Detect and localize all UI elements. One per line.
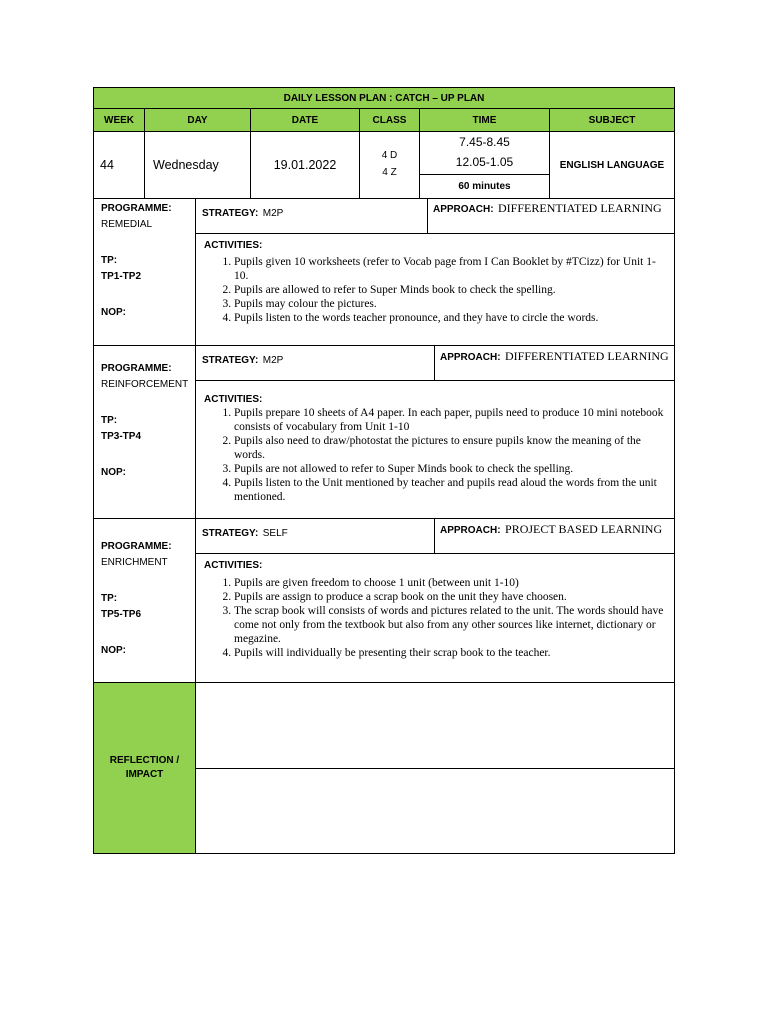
approach-value: DIFFERENTIATED LEARNING xyxy=(505,349,669,363)
strategy-value: M2P xyxy=(262,355,284,366)
list-item: 1. Pupils are given freedom to choose 1 unit (between unit 1-10) xyxy=(234,576,666,590)
col-day: DAY xyxy=(144,108,251,132)
approach-label: APPROACH: xyxy=(433,204,494,215)
tp-label: TP: xyxy=(101,593,118,604)
programme-name: ENRICHMENT xyxy=(101,557,168,568)
programme-cell-reinforcement xyxy=(93,345,196,519)
list-item: 3. Pupils may colour the pictures. xyxy=(234,297,666,311)
approach-label: APPROACH: xyxy=(440,525,501,536)
day-value: Wednesday xyxy=(144,131,251,199)
activities-label: ACTIVITIES: xyxy=(204,560,263,571)
list-item: 3. The scrap book will consists of words and pictures related to the unit. The words should have come not only from the textbook but also from any other sources like internet, dictionary or megazine. xyxy=(234,604,666,646)
class-value-1: 4 D xyxy=(381,150,398,161)
list-item: 3. Pupils are not allowed to refer to Super Minds book to check the spelling. xyxy=(234,462,666,476)
list-item: 2. Pupils also need to draw/photostat the pictures to ensure pupils know the meaning of the words. xyxy=(234,434,666,462)
reflection-box-2[interactable] xyxy=(195,768,675,854)
tp-value: TP3-TP4 xyxy=(101,431,142,442)
col-time: TIME xyxy=(419,108,550,132)
class-value-2: 4 Z xyxy=(382,167,397,178)
class-cell xyxy=(359,131,420,199)
tp-label: TP: xyxy=(101,255,118,266)
activities-cell-reinforcement xyxy=(195,380,675,519)
list-item: 4. Pupils will individually be presenting their scrap book to the teacher. xyxy=(234,646,666,660)
activities-cell-remedial xyxy=(195,233,675,346)
reflection-box-1[interactable] xyxy=(195,682,675,769)
strategy-cell-remedial xyxy=(195,198,428,234)
approach-value: PROJECT BASED LEARNING xyxy=(505,522,663,536)
duration-value: 60 minutes xyxy=(419,174,550,199)
programme-name: REINFORCEMENT xyxy=(101,379,189,390)
activities-list xyxy=(204,406,666,504)
col-date: DATE xyxy=(250,108,360,132)
date-value: 19.01.2022 xyxy=(250,131,360,199)
strategy-cell-reinforcement xyxy=(195,345,435,381)
activities-label: ACTIVITIES: xyxy=(204,394,263,405)
tp-value: TP1-TP2 xyxy=(101,271,142,282)
strategy-label: STRATEGY: xyxy=(202,208,259,219)
activities-list xyxy=(204,255,666,325)
approach-label: APPROACH: xyxy=(440,352,501,363)
list-item: 4. Pupils listen to the Unit mentioned by teacher and pupils read aloud the words from the unit mentioned. xyxy=(234,476,666,504)
subject-value: ENGLISH LANGUAGE xyxy=(549,131,675,199)
list-item: 2. Pupils are allowed to refer to Super Minds book to check the spelling. xyxy=(234,283,666,297)
programme-label: PROGRAMME: xyxy=(101,541,172,552)
strategy-label: STRATEGY: xyxy=(202,528,259,539)
programme-name: REMEDIAL xyxy=(101,219,153,230)
tp-value: TP5-TP6 xyxy=(101,609,142,620)
strategy-value: M2P xyxy=(262,208,284,219)
col-week: WEEK xyxy=(93,108,145,132)
time-cell xyxy=(419,131,550,175)
approach-cell-remedial xyxy=(427,198,675,234)
programme-label: PROGRAMME: xyxy=(101,203,172,214)
programme-cell-remedial xyxy=(93,198,196,346)
approach-cell-enrichment xyxy=(434,518,675,554)
nop-label: NOP: xyxy=(101,467,126,478)
col-class: CLASS xyxy=(359,108,420,132)
strategy-label: STRATEGY: xyxy=(202,355,259,366)
tp-label: TP: xyxy=(101,415,118,426)
list-item: 4. Pupils listen to the words teacher pronounce, and they have to circle the words. xyxy=(234,311,666,325)
lesson-plan-table xyxy=(93,87,675,854)
programme-label: PROGRAMME: xyxy=(101,363,172,374)
approach-cell-reinforcement xyxy=(434,345,675,381)
reflection-label: REFLECTION / IMPACT xyxy=(93,682,196,854)
activities-cell-enrichment xyxy=(195,553,675,683)
list-item: 2. Pupils are assign to produce a scrap book on the unit they have choosen. xyxy=(234,590,666,604)
programme-cell-enrichment xyxy=(93,518,196,683)
list-item: 1. Pupils prepare 10 sheets of A4 paper. In each paper, pupils need to produce 10 mini notebook consists of vocabulary from Unit 1-10 xyxy=(234,406,666,434)
approach-value: DIFFERENTIATED LEARNING xyxy=(498,201,662,215)
time-value-1: 7.45-8.45 xyxy=(459,135,510,149)
strategy-value: SELF xyxy=(262,528,288,539)
strategy-cell-enrichment xyxy=(195,518,435,554)
nop-label: NOP: xyxy=(101,645,126,656)
list-item: 1. Pupils given 10 worksheets (refer to Vocab page from I Can Booklet by #TCizz) for Unit 1-10. xyxy=(234,255,666,283)
col-subject: SUBJECT xyxy=(549,108,675,132)
week-value: 44 xyxy=(93,131,145,199)
plan-title: DAILY LESSON PLAN : CATCH – UP PLAN xyxy=(93,87,675,109)
activities-list xyxy=(204,576,666,660)
activities-label: ACTIVITIES: xyxy=(204,240,263,251)
time-value-2: 12.05-1.05 xyxy=(455,155,514,169)
nop-label: NOP: xyxy=(101,307,126,318)
